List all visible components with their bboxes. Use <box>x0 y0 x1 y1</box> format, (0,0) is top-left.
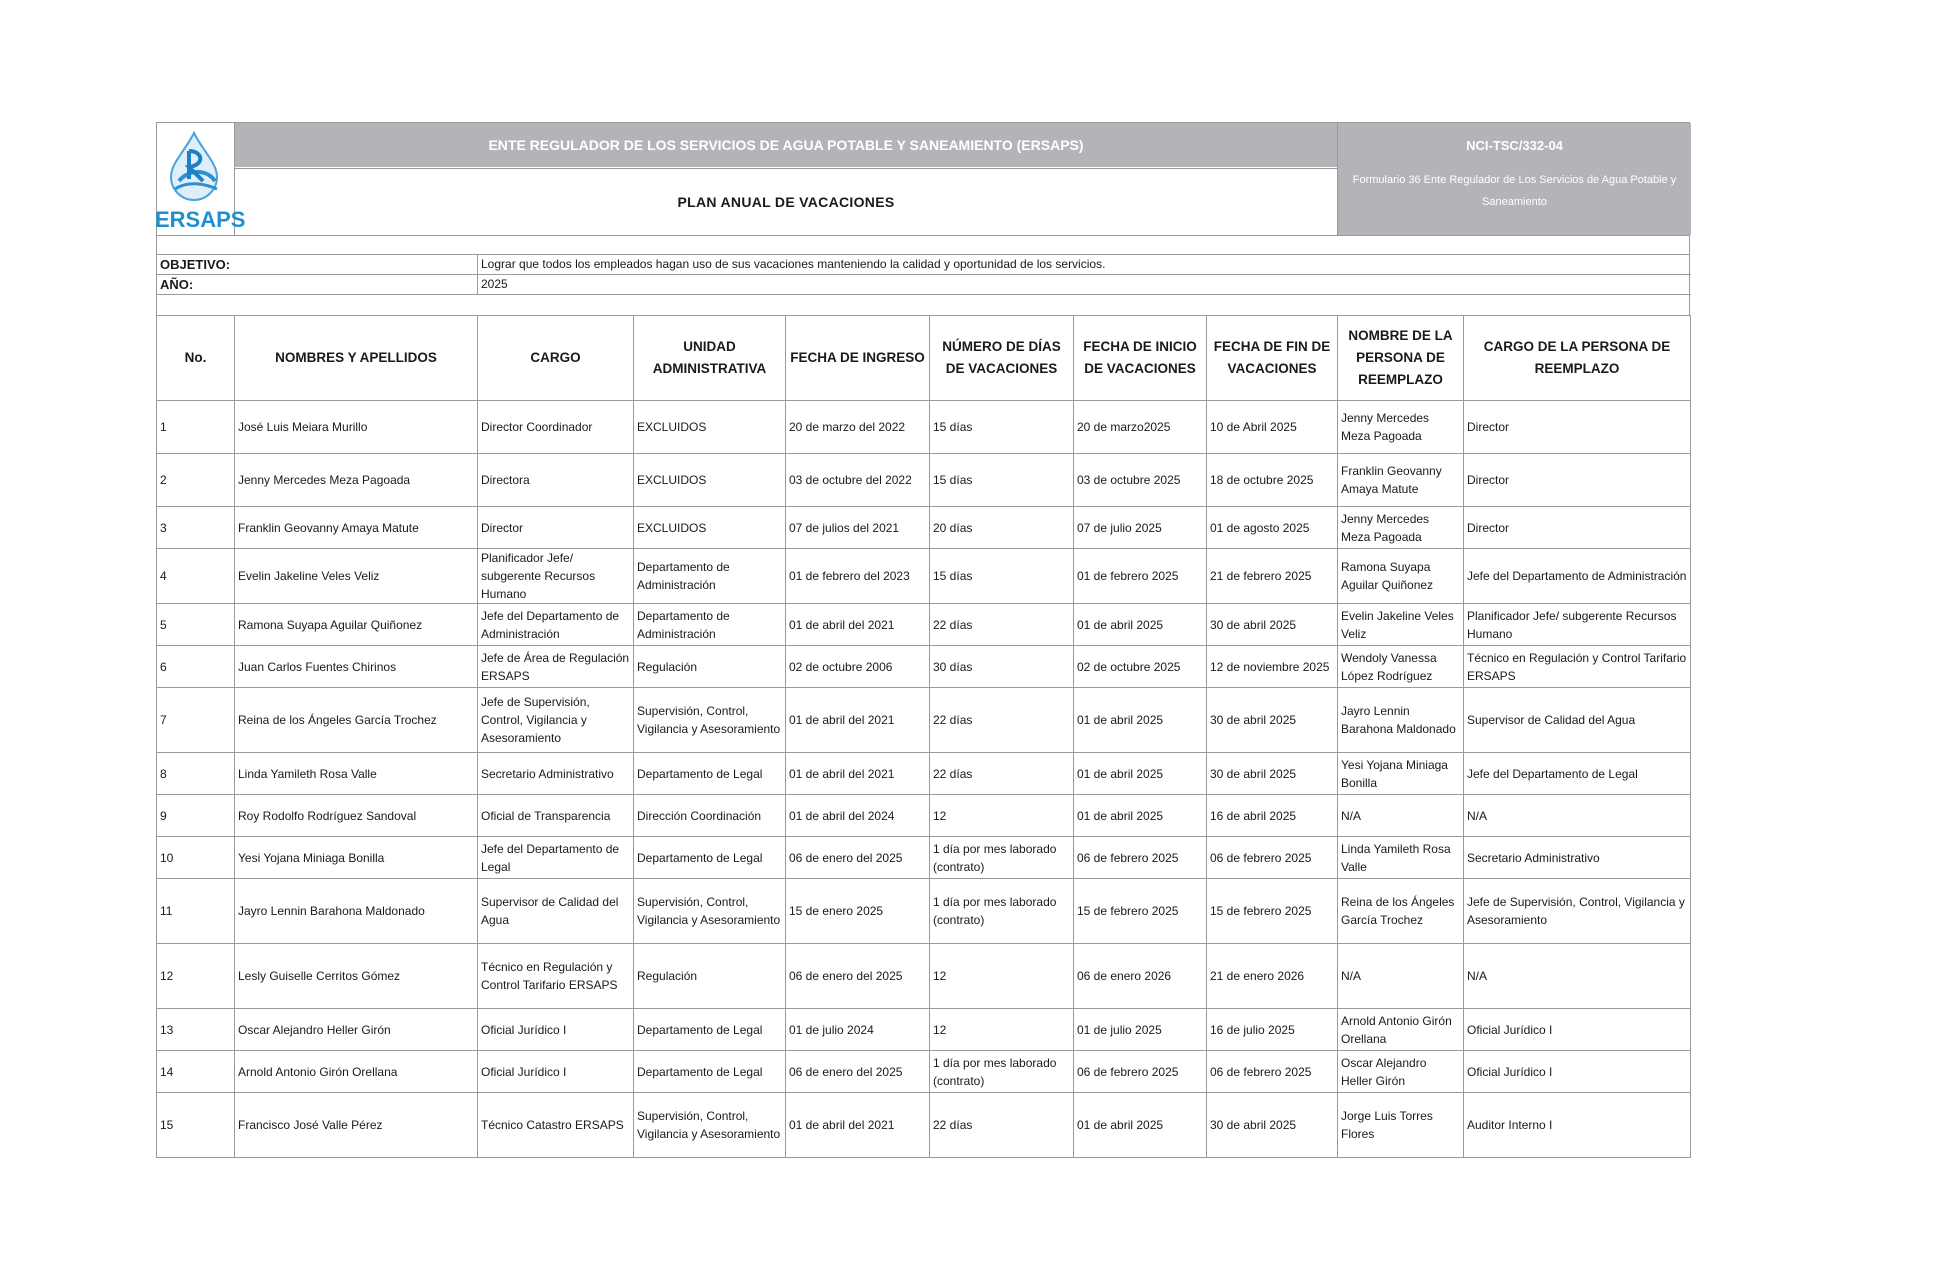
table-cell: Jayro Lennin Barahona Maldonado <box>235 879 478 944</box>
table-cell: N/A <box>1464 795 1691 837</box>
table-cell: Jefe del Departamento de Administración <box>478 604 634 646</box>
col-header: NOMBRES Y APELLIDOS <box>235 316 478 401</box>
table-row <box>157 604 1691 646</box>
table-cell: Técnico en Regulación y Control Tarifario ERSAPS <box>1464 646 1691 688</box>
table-cell: 01 de abril del 2021 <box>786 688 930 753</box>
table-cell: Arnold Antonio Girón Orellana <box>1338 1009 1464 1051</box>
col-header: FECHA DE INICIO DE VACACIONES <box>1074 316 1207 401</box>
table-cell: 6 <box>157 646 235 688</box>
table-cell: 02 de octubre 2006 <box>786 646 930 688</box>
table-cell: 20 de marzo del 2022 <box>786 401 930 454</box>
table-cell: 01 de julio 2025 <box>1074 1009 1207 1051</box>
table-cell: 12 <box>930 944 1074 1009</box>
table-cell: 07 de julios del 2021 <box>786 507 930 549</box>
objetivo-label: OBJETIVO: <box>157 255 478 275</box>
table-cell: N/A <box>1464 944 1691 1009</box>
table-cell: 15 <box>157 1093 235 1158</box>
col-header: FECHA DE FIN DE VACACIONES <box>1207 316 1338 401</box>
table-cell: 14 <box>157 1051 235 1093</box>
table-cell: Supervisor de Calidad del Agua <box>478 879 634 944</box>
table-cell: Juan Carlos Fuentes Chirinos <box>235 646 478 688</box>
table-cell: Reina de los Ángeles García Trochez <box>235 688 478 753</box>
table-cell: Departamento de Legal <box>634 837 786 879</box>
table-cell: 15 de febrero 2025 <box>1074 879 1207 944</box>
table-cell: 01 de abril del 2024 <box>786 795 930 837</box>
table-cell: 7 <box>157 688 235 753</box>
table-cell: 4 <box>157 549 235 604</box>
table-cell: 01 de abril 2025 <box>1074 1093 1207 1158</box>
vacation-plan-document <box>156 122 1690 1158</box>
table-cell: 01 de agosto 2025 <box>1207 507 1338 549</box>
col-header: UNIDAD ADMINISTRATIVA <box>634 316 786 401</box>
table-cell: Jayro Lennin Barahona Maldonado <box>1338 688 1464 753</box>
table-cell: Dirección Coordinación <box>634 795 786 837</box>
table-cell: Regulación <box>634 944 786 1009</box>
water-drop-icon <box>159 129 229 203</box>
table-cell: Departamento de Legal <box>634 1009 786 1051</box>
table-cell: EXCLUIDOS <box>634 401 786 454</box>
table-cell: Técnico Catastro ERSAPS <box>478 1093 634 1158</box>
table-cell: 20 de marzo2025 <box>1074 401 1207 454</box>
table-cell: Departamento de Legal <box>634 753 786 795</box>
table-header-row <box>157 316 1691 401</box>
col-header: No. <box>157 316 235 401</box>
table-cell: Jenny Mercedes Meza Pagoada <box>1338 401 1464 454</box>
table-cell: Jorge Luis Torres Flores <box>1338 1093 1464 1158</box>
table-cell: 07 de julio 2025 <box>1074 507 1207 549</box>
table-row <box>157 549 1691 604</box>
table-cell: Secretario Administrativo <box>1464 837 1691 879</box>
table-cell: Wendoly Vanessa López Rodríguez <box>1338 646 1464 688</box>
table-cell: N/A <box>1338 944 1464 1009</box>
table-cell: 10 <box>157 837 235 879</box>
table-cell: 22 días <box>930 604 1074 646</box>
col-header: CARGO DE LA PERSONA DE REEMPLAZO <box>1464 316 1691 401</box>
table-cell: 9 <box>157 795 235 837</box>
table-cell: 2 <box>157 454 235 507</box>
table-cell: Director <box>1464 401 1691 454</box>
table-cell: Jefe de Supervisión, Control, Vigilancia y Asesoramiento <box>478 688 634 753</box>
table-row <box>157 454 1691 507</box>
table-cell: Arnold Antonio Girón Orellana <box>235 1051 478 1093</box>
table-cell: 16 de julio 2025 <box>1207 1009 1338 1051</box>
table-cell: Lesly Guiselle Cerritos Gómez <box>235 944 478 1009</box>
table-cell: Franklin Geovanny Amaya Matute <box>1338 454 1464 507</box>
table-cell: 10 de Abril 2025 <box>1207 401 1338 454</box>
table-cell: 20 días <box>930 507 1074 549</box>
table-cell: Oficial Jurídico I <box>1464 1051 1691 1093</box>
table-row <box>157 1093 1691 1158</box>
table-cell: 15 días <box>930 454 1074 507</box>
table-row <box>157 1009 1691 1051</box>
table-cell: José Luis Meiara Murillo <box>235 401 478 454</box>
table-cell: 22 días <box>930 688 1074 753</box>
table-cell: Linda Yamileth Rosa Valle <box>1338 837 1464 879</box>
table-cell: 06 de enero del 2025 <box>786 944 930 1009</box>
vacation-table <box>156 315 1691 1158</box>
table-cell: Oscar Alejandro Heller Girón <box>1338 1051 1464 1093</box>
form-description: Formulario 36 Ente Regulador de Los Servicios de Agua Potable y Saneamiento <box>1352 174 1677 208</box>
table-cell: 1 día por mes laborado (contrato) <box>930 1051 1074 1093</box>
table-cell: 03 de octubre 2025 <box>1074 454 1207 507</box>
table-cell: Planificador Jefe/ subgerente Recursos Humano <box>1464 604 1691 646</box>
document-title: PLAN ANUAL DE VACACIONES <box>235 168 1337 235</box>
table-cell: EXCLUIDOS <box>634 454 786 507</box>
table-row <box>157 507 1691 549</box>
anio-label: AÑO: <box>157 275 478 295</box>
table-cell: Jefe de Área de Regulación ERSAPS <box>478 646 634 688</box>
table-row <box>157 837 1691 879</box>
table-cell: Departamento de Administración <box>634 604 786 646</box>
table-row <box>157 944 1691 1009</box>
table-cell: Planificador Jefe/ subgerente Recursos Humano <box>478 549 634 604</box>
table-cell: 22 días <box>930 1093 1074 1158</box>
table-cell: 06 de febrero 2025 <box>1207 837 1338 879</box>
table-cell: 06 de enero del 2025 <box>786 1051 930 1093</box>
table-cell: 30 de abril 2025 <box>1207 1093 1338 1158</box>
table-cell: Supervisión, Control, Vigilancia y Asesoramiento <box>634 879 786 944</box>
table-cell: Regulación <box>634 646 786 688</box>
table-cell: 01 de abril del 2021 <box>786 753 930 795</box>
table-cell: 1 día por mes laborado (contrato) <box>930 837 1074 879</box>
table-cell: 15 días <box>930 549 1074 604</box>
table-cell: 01 de abril 2025 <box>1074 753 1207 795</box>
table-cell: 06 de febrero 2025 <box>1207 1051 1338 1093</box>
table-row <box>157 401 1691 454</box>
table-cell: 30 de abril 2025 <box>1207 753 1338 795</box>
table-cell: Director <box>478 507 634 549</box>
table-cell: Jefe del Departamento de Legal <box>478 837 634 879</box>
table-cell: 01 de julio 2024 <box>786 1009 930 1051</box>
table-cell: Evelin Jakeline Veles Veliz <box>1338 604 1464 646</box>
table-cell: 02 de octubre 2025 <box>1074 646 1207 688</box>
table-cell: 8 <box>157 753 235 795</box>
table-cell: Oficial Jurídico I <box>478 1009 634 1051</box>
table-cell: 12 <box>930 795 1074 837</box>
table-spacer <box>156 295 1690 315</box>
table-cell: Jefe del Departamento de Administración <box>1464 549 1691 604</box>
table-cell: 06 de enero 2026 <box>1074 944 1207 1009</box>
table-cell: EXCLUIDOS <box>634 507 786 549</box>
col-header: CARGO <box>478 316 634 401</box>
table-cell: 1 <box>157 401 235 454</box>
table-cell: Yesi Yojana Miniaga Bonilla <box>1338 753 1464 795</box>
table-cell: 06 de enero del 2025 <box>786 837 930 879</box>
table-cell: 30 de abril 2025 <box>1207 688 1338 753</box>
table-cell: 12 <box>157 944 235 1009</box>
table-cell: Reina de los Ángeles García Trochez <box>1338 879 1464 944</box>
table-cell: 1 día por mes laborado (contrato) <box>930 879 1074 944</box>
table-cell: 06 de febrero 2025 <box>1074 1051 1207 1093</box>
table-row <box>157 879 1691 944</box>
form-code-block <box>1337 123 1691 235</box>
table-cell: 22 días <box>930 753 1074 795</box>
table-cell: Jenny Mercedes Meza Pagoada <box>1338 507 1464 549</box>
table-cell: 30 de abril 2025 <box>1207 604 1338 646</box>
table-cell: 12 <box>930 1009 1074 1051</box>
table-cell: Jenny Mercedes Meza Pagoada <box>235 454 478 507</box>
col-header: FECHA DE INGRESO <box>786 316 930 401</box>
table-row <box>157 688 1691 753</box>
table-cell: Director Coordinador <box>478 401 634 454</box>
table-cell: Oficial Jurídico I <box>478 1051 634 1093</box>
table-cell: 21 de enero 2026 <box>1207 944 1338 1009</box>
table-cell: Evelin Jakeline Veles Veliz <box>235 549 478 604</box>
table-cell: Jefe de Supervisión, Control, Vigilancia y Asesoramiento <box>1464 879 1691 944</box>
table-row <box>157 795 1691 837</box>
form-code: NCI-TSC/332-04 <box>1466 137 1563 153</box>
table-cell: Oficial de Transparencia <box>478 795 634 837</box>
table-cell: Ramona Suyapa Aguilar Quiñonez <box>1338 549 1464 604</box>
col-header: NÚMERO DE DÍAS DE VACACIONES <box>930 316 1074 401</box>
table-row <box>157 646 1691 688</box>
table-cell: 01 de abril del 2021 <box>786 1093 930 1158</box>
table-cell: 06 de febrero 2025 <box>1074 837 1207 879</box>
objetivo-value: Lograr que todos los empleados hagan uso de sus vacaciones manteniendo la calidad y oportunidad de los servicios. <box>478 255 1691 275</box>
table-cell: 12 de noviembre 2025 <box>1207 646 1338 688</box>
org-name: ENTE REGULADOR DE LOS SERVICIOS DE AGUA POTABLE Y SANEAMIENTO (ERSAPS) <box>235 123 1337 167</box>
table-row <box>157 753 1691 795</box>
table-row <box>157 1051 1691 1093</box>
table-cell: 11 <box>157 879 235 944</box>
table-cell: Supervisión, Control, Vigilancia y Asesoramiento <box>634 688 786 753</box>
col-header: NOMBRE DE LA PERSONA DE REEMPLAZO <box>1338 316 1464 401</box>
table-body <box>157 401 1691 1158</box>
table-cell: Departamento de Administración <box>634 549 786 604</box>
table-cell: 15 de enero 2025 <box>786 879 930 944</box>
table-cell: Supervisión, Control, Vigilancia y Asesoramiento <box>634 1093 786 1158</box>
table-cell: 21 de febrero 2025 <box>1207 549 1338 604</box>
table-cell: 01 de abril 2025 <box>1074 604 1207 646</box>
table-cell: Director <box>1464 507 1691 549</box>
table-cell: 15 de febrero 2025 <box>1207 879 1338 944</box>
table-cell: Directora <box>478 454 634 507</box>
table-cell: Francisco José Valle Pérez <box>235 1093 478 1158</box>
table-cell: 13 <box>157 1009 235 1051</box>
table-cell: Auditor Interno I <box>1464 1093 1691 1158</box>
table-cell: 3 <box>157 507 235 549</box>
table-cell: Secretario Administrativo <box>478 753 634 795</box>
table-cell: 16 de abril 2025 <box>1207 795 1338 837</box>
table-cell: Departamento de Legal <box>634 1051 786 1093</box>
ersaps-logo <box>155 123 246 235</box>
table-cell: Técnico en Regulación y Control Tarifario ERSAPS <box>478 944 634 1009</box>
logo-wordmark: ERSAPS <box>155 207 246 232</box>
table-cell: Oficial Jurídico I <box>1464 1009 1691 1051</box>
table-cell: 01 de febrero 2025 <box>1074 549 1207 604</box>
table-cell: Oscar Alejandro Heller Girón <box>235 1009 478 1051</box>
table-cell: N/A <box>1338 795 1464 837</box>
table-cell: 5 <box>157 604 235 646</box>
table-cell: Supervisor de Calidad del Agua <box>1464 688 1691 753</box>
table-cell: 03 de octubre del 2022 <box>786 454 930 507</box>
table-cell: 30 días <box>930 646 1074 688</box>
meta-info <box>156 255 1690 295</box>
table-cell: 01 de abril del 2021 <box>786 604 930 646</box>
table-cell: 18 de octubre 2025 <box>1207 454 1338 507</box>
table-cell: Director <box>1464 454 1691 507</box>
anio-value: 2025 <box>478 275 1691 295</box>
document-header <box>156 122 1690 236</box>
table-cell: 15 días <box>930 401 1074 454</box>
table-cell: 01 de febrero del 2023 <box>786 549 930 604</box>
table-cell: 01 de abril 2025 <box>1074 688 1207 753</box>
table-cell: Franklin Geovanny Amaya Matute <box>235 507 478 549</box>
header-spacer <box>156 236 1690 255</box>
table-cell: Yesi Yojana Miniaga Bonilla <box>235 837 478 879</box>
table-cell: Roy Rodolfo Rodríguez Sandoval <box>235 795 478 837</box>
table-cell: 01 de abril 2025 <box>1074 795 1207 837</box>
table-cell: Ramona Suyapa Aguilar Quiñonez <box>235 604 478 646</box>
table-cell: Linda Yamileth Rosa Valle <box>235 753 478 795</box>
table-cell: Jefe del Departamento de Legal <box>1464 753 1691 795</box>
